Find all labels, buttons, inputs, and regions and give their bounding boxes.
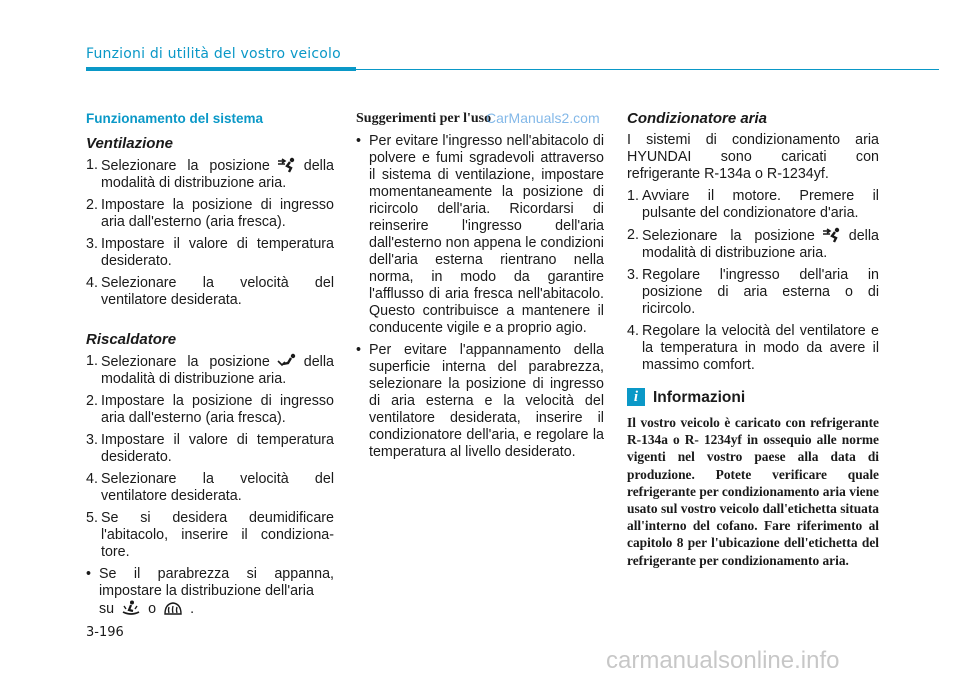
ventilation-step: 4. Selezionare la velocità del ventilatore desiderata. (86, 275, 334, 308)
windshield-defrost-icon (162, 600, 184, 616)
defrost-tip: • Se il parabrezza si appanna, impostare la distribuzione dell'aria su o . (86, 566, 334, 617)
step-number: 1. (86, 157, 98, 173)
ac-step: 4. Regolare la velocità del ventilatore e la temperatura in modo da avere il massimo comfort. (627, 323, 879, 373)
chapter-header: Funzioni di utilità del vostro veicolo (86, 46, 341, 62)
watermark-bottom: carmanualsonline.info (606, 647, 840, 674)
tip-item: • Per evitare l'appannamento della superficie interna del parabrezza, selezionare la posizione di ingresso di aria esterna e la velocità del ventilatore desiderata, inserire il condizionatore dell'aria, e regolare la temperatura al livello desiderato. (356, 342, 604, 460)
column-right (627, 110, 879, 569)
ventilation-step: 3. Impostare il valore di temperatura desiderato. (86, 236, 334, 269)
info-text: Il vostro veicolo è caricato con refrigerante R-134a o R- 1234yf in ossequio alle norme vigenti nel vostro paese alla data di produzione. Potete verificare quale refrigerante per condizionamento aria viene usato sul vostro veicolo dall'etichetta situata all'interno del cofano. Fare riferimento al capitolo 8 per l'ubicazione dell'etichetta del refrigerante per condizionamento aria. (627, 415, 879, 568)
heater-step: 4. Selezionare la velocità del ventilatore desiderata. (86, 471, 334, 504)
column-left (86, 110, 334, 623)
info-icon: i (627, 388, 645, 406)
ac-intro: I sistemi di condizionamento aria HYUNDAI sono caricati con refrigerante R-134a o R-1234yf. (627, 132, 879, 182)
header-rule-thick (86, 67, 356, 71)
info-header (627, 388, 879, 406)
floor-vent-mode-icon (276, 353, 298, 369)
heater-step: 5. Se si desidera deumidificare l'abitacolo, inserire il condiziona-tore. (86, 510, 334, 560)
column-middle (356, 110, 604, 466)
heater-step: 3. Impostare il valore di temperatura desiderato. (86, 432, 334, 465)
ac-step: 1. Avviare il motore. Premere il pulsante del condizionatore d'aria. (627, 188, 879, 221)
ac-step: 3. Regolare l'ingresso dell'aria in posizione di aria esterna o di ricircolo. (627, 267, 879, 317)
page-number: 3-196 (86, 625, 124, 640)
defrost-floor-mode-icon (120, 600, 142, 616)
heater-step: 2. Impostare la posizione di ingresso aria dall'esterno (aria fresca). (86, 393, 334, 426)
header-rule-thin (356, 69, 939, 70)
info-title: Informazioni (653, 388, 746, 406)
ventilation-step: 1. Selezionare la posizione della modalità di distribuzione aria. (86, 157, 334, 191)
ac-title: Condizionatore aria (627, 110, 768, 127)
watermark: CarManuals2.com (486, 110, 600, 126)
section-title: Funzionamento del sistema (86, 111, 264, 126)
heater-step: 1. Selezionare la posizione della modalità di distribuzione aria. (86, 353, 334, 387)
ventilation-step: 2. Impostare la posizione di ingresso aria dall'esterno (aria fresca). (86, 197, 334, 230)
heater-title: Riscaldatore (86, 331, 177, 348)
ventilation-title: Ventilazione (86, 135, 173, 152)
face-vent-mode-icon (276, 157, 298, 173)
face-vent-mode-icon (821, 227, 843, 243)
ac-step: 2. Selezionare la posizione della modalità di distribuzione aria. (627, 227, 879, 261)
tips-title: Suggerimenti per l'uso (356, 111, 492, 126)
tip-item: • Per evitare l'ingresso nell'abitacolo di polvere e fumi sgradevoli attraverso il sistema di ventilazione, impostare momentaneamente la posizione di ricircolo dell'aria. Ricordarsi di reinserire l'ingresso dell'aria dall'esterno non appena le condizioni dell'aria esterna rientrano nella norma, in modo da garantire l'afflusso di aria fresca nell'abitacolo. Questo contribuisce a mantenere il conducente vigile e a proprio agio. (356, 133, 604, 336)
